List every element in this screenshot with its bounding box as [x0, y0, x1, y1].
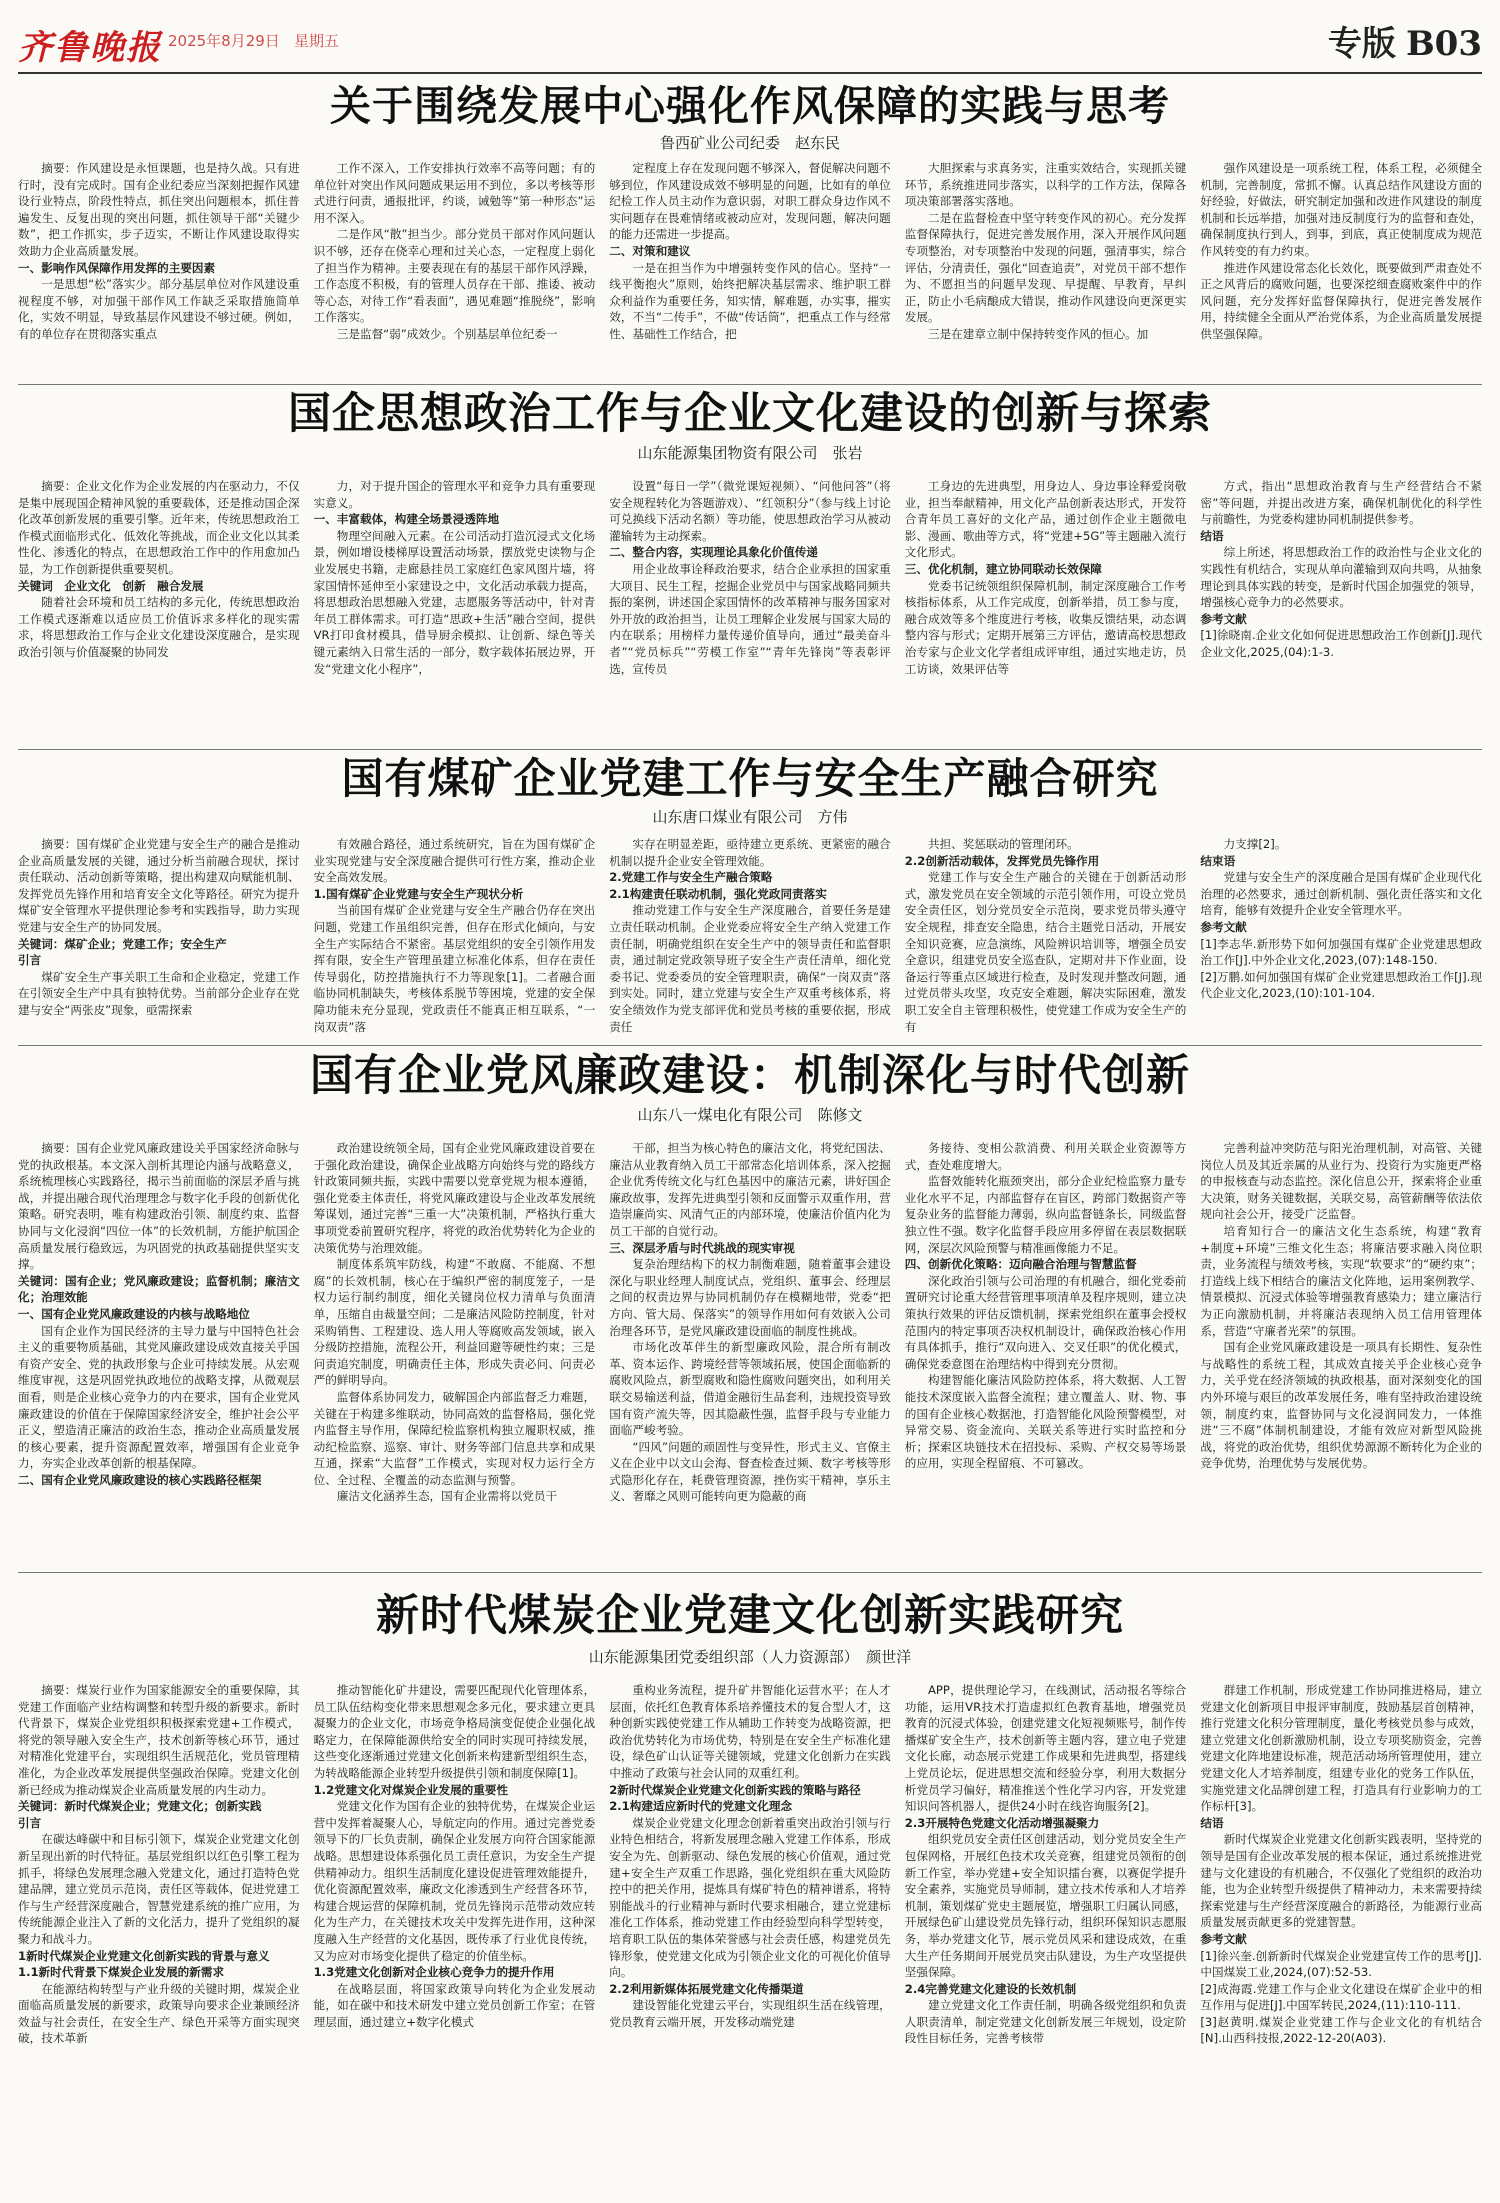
paragraph: 实存在明显差距，亟待建立更系统、更紧密的融合机制以提升企业安全管理效能。 — [609, 837, 891, 868]
paragraph: 工身边的先进典型，用身边人、身边事诠释爱岗敬业，担当奉献精神，用文化产品创新表达形式，开发符合青年员工喜好的文化产品，通过创作企业主题微电影、漫画、歌曲等方式，将“党建+5G”等主题融入流行文化形式。 — [904, 479, 1187, 560]
section-heading: 1.1新时代背景下煤炭企业发展的新需求 — [18, 1965, 225, 1980]
article-byline: 鲁西矿业公司纪委 赵东民 — [659, 134, 840, 152]
article-column — [314, 1682, 596, 2192]
paragraph: 一是在担当作为中增强转变作风的信心。坚持“一线平衡抱火”原则，始终把解决基层需求、维护职工群众利益作为重要任务，知实情，解难题，办实事，摧实效，不当“二传手”，不做“传话筒”，把重点工作与经常性、基础性工作结合，把 — [609, 260, 891, 341]
section-heading: 关键词 企业文化 创新 融合发展 — [18, 578, 204, 593]
paragraph: 强作风建设是一项系统工程，体系工程，必须健全机制，完善制度，常抓不懈。认真总结作风建设方面的好经验，好做法，研究制定加强和改进作风建设的制度机制和长远举措，加强对违反制度行为的监督和查处，确保制度执行到人，到事，到底，真正使制度成为规范作风转变的有力约束。 — [1200, 161, 1482, 258]
article-title: 国有煤矿企业党建工作与安全生产融合研究 — [341, 754, 1159, 803]
paragraph: 监督效能转化瓶颈突出，部分企业纪检监察力量专业化水平不足，内部监督存在盲区，跨部门数据资产等复杂业务的监督能力薄弱，纵向监督链条长，同级监督独立性不强。数字化监督手段应用多停留在表层数据联网，深层次风险预警与精准画像能力不足。 — [904, 1174, 1187, 1255]
section-heading: 2.1构建适应新时代的党建文化理念 — [609, 1799, 793, 1814]
paragraph: 有效融合路径，通过系统研究，旨在为国有煤矿企业实现党建与安全深度融合提供可行性方案，推动企业安全高效发展。 — [313, 837, 596, 885]
section-heading: 结束语 — [1200, 853, 1236, 868]
article-column — [905, 478, 1187, 743]
paragraph: 党建与安全生产的深度融合是国有煤矿企业现代化治理的必然要求，通过创新机制、强化责任落实和文化培育，能够有效提升企业安全管理水平。 — [1200, 870, 1482, 918]
paragraph: 推动党建工作与安全生产深度融合，首要任务是建立责任联动机制。企业党委应将安全生产纳入党建工作责任制，明确党组织在安全生产中的领导责任和监督职责，通过制定党政领导班子安全生产责任清单，细化党委书记、党委委员的安全管理职责，确保“一岗双责”落到实处。同时，建立党建与安全生产双重考核体系，将安全绩效作为党支部评优和党员考核的重要依据，形成责任 — [609, 903, 891, 1034]
article-column — [609, 160, 891, 382]
paragraph: 用企业故事诠释政治要求，结合企业承担的国家重大项目、民生工程，挖掘企业党员中与国家战略同频共振的案例，讲述国企家国情怀的改革精神与服务国家对外开放的政治担当，让员工理解企业发展与国家大局的内在联系；用榜样力量传递价值导向，通过“最美奋斗者”“党员标兵”“劳模工作室”“青年先锋岗”等表彰评选，宣传员 — [609, 561, 891, 676]
article-column — [314, 478, 596, 743]
newspaper-logo: 齐鲁晚报 — [18, 28, 162, 68]
section-heading: 2.3开展特色党建文化活动增强凝聚力 — [904, 1815, 1100, 1830]
paragraph: 摘要：企业文化作为企业发展的内在驱动力，不仅是集中展现国企精神风貌的重要载体，还是推动国企深化改革创新发展的重要引擎。近年来，传统思想政治工作模式面临形式化、低效化等挑战，而企业文化以其柔性化、渗透化的特点，在思想政治工作中的作用愈加凸显，为工作创新提供重要契机。 — [18, 479, 300, 576]
article-columns — [18, 1140, 1482, 1564]
section-heading: 2.2利用新媒体拓展党建文化传播渠道 — [609, 1981, 804, 1996]
paragraph: 党建工作与安全生产融合的关键在于创新活动形式，激发党员在安全领域的示范引领作用，可设立党员安全责任区，划分党员安全示范岗，要求党员带头遵守安全规程，排查安全隐患，结合主题党日活动，开展安全知识竞赛，应急演练，风险辨识培训等，增强全员安全意识，组建党员安全巡查队，定期对井下作业面，设备运行等重点区域进行检查，及时发现并整改问题，通过党员带头攻坚，攻克安全难题，解决实际困难，激发职工安全自主管理积极性，使党建工作成为安全生产的有 — [904, 870, 1187, 1034]
paragraph: 三是在建章立制中保持转变作风的恒心。加 — [927, 326, 1149, 341]
paragraph: 当前国有煤矿企业党建与安全生产融合仍存在突出问题，党建工作虽组织完善，但存在形式化倾向，与安全生产实际结合不紧密。基层党组织的安全引领作用发挥有限，安全生产管理虽建立标准化体系，但存在责任传导弱化，防控措施执行不力等现象[1]。二者融合面临协同机制缺失，考核体系脱节等困境，党建的安全保障功能未充分显现，党政责任不能真正相互联系，“一岗双责”落 — [313, 903, 596, 1034]
article-column — [905, 1140, 1187, 1564]
article-column — [1200, 478, 1482, 743]
article-column — [314, 1140, 596, 1564]
section-heading: 1.2党建文化对煤炭企业发展的重要性 — [313, 1782, 509, 1797]
section-heading: 2.2创新活动载体，发挥党员先锋作用 — [904, 853, 1100, 868]
paragraph: 综上所述，将思想政治工作的政治性与企业文化的实践性有机结合，实现从单向灌输到双向共鸣，从抽象理论到具体实践的转变，是新时代国企加强党的领导，增强核心竞争力的必然要求。 — [1200, 545, 1482, 610]
paragraph: 煤炭企业党建文化理念创新着重突出政治引领与行业特色相结合，将新发展理念融入党建工作体系，形成安全为先、创新驱动、绿色发展的核心价值观，通过党建+安全生产双重工作思路，强化党组织在重大风险防控中的把关作用，提炼具有煤矿特色的精神谱系，将特别能战斗的行业精神与新时代要求相融合，建立党建标准化工作体系，推动党建工作由经验型向科学型转变，培育职工队伍的集体荣誉感与社会责任感，构建党员先锋形象，使党建文化成为引领企业文化的可视化价值导向。 — [609, 1815, 891, 1980]
section-heading: 2新时代煤炭企业党建文化创新实践的策略与路径 — [609, 1782, 861, 1797]
section-heading: 二、整合内容，实现理论具象化价值传递 — [609, 545, 818, 560]
article-byline: 山东唐口煤业有限公司 方伟 — [652, 808, 848, 826]
masthead-rule — [18, 72, 1482, 74]
article-column — [18, 160, 300, 382]
reference-item: [1]李志华.新形势下如何加强国有煤矿企业党建思想政治工作[J].中外企业文化,2023,(07):148-150. — [1200, 936, 1482, 968]
section-heading: 引言 — [18, 953, 42, 968]
paragraph: APP，提供理论学习，在线测试，活动报名等综合功能，运用VR技术打造虚拟红色教育基地，增强党员教育的沉浸式体验，创建党建文化短视频账号，制作传播煤矿安全生产，技术创新等主题内容，建立电子党建文化长廊，动态展示党建工作成果和先进典型，搭建线上党员论坛，促进思想交流和经验分享，利用大数据分析党员学习偏好，精准推送个性化学习内容，开发党建知识问答机器人，提供24小时在线咨询服务[2]。 — [904, 1683, 1187, 1814]
article-2 — [18, 386, 1482, 746]
paragraph: 力支撑[2]。 — [1223, 837, 1287, 851]
paragraph: 党建文化作为国有企业的独特优势，在煤炭企业运营中发挥着凝聚人心，导航定向的作用。通过完善党委领导下的厂长负责制，确保企业发展方向符合国家能源战略。思想建设体系强化员工责任意识，为安全生产提供精神动力。组织生活制度化建设促进管理效能提升，优化资源配置效率，廉政文化渗透到生产经营各环节，构建合规运营的保障机制，党员先锋岗示范带动效应转化为生产力，在关键技术攻关中发挥先进作用，这种深度融入生产经营的文化基因，既传承了行业优良传统，又为应对市场变化提供了稳定的价值坐标。 — [313, 1799, 596, 1963]
paragraph: 完善利益冲突防范与阳光治理机制，对高管、关键岗位人员及其近亲属的从业行为、投资行为实施更严格的申报核查与动态监控。深化信息公开，探索将企业重大决策，财务关键数据，关联交易，高管薪酬等依法依规向社会公开，接受广泛监督。 — [1200, 1141, 1482, 1222]
section-heading: 结语 — [1200, 528, 1224, 543]
paragraph: 党委书记统领组织保障机制，制定深度融合工作考核指标体系，从工作完成度，创新举措，员工参与度，融合成效等多个维度进行考核，收集反馈结果，动态调整内容与形式；定期开展第三方评估，邀请高校思想政治专家与企业文化学者组成评审组，通过实地走访，员工访谈，效果评估等 — [904, 578, 1187, 676]
article-4 — [18, 1048, 1482, 1568]
article-column — [1200, 1140, 1482, 1564]
paragraph: 建设智能化党建云平台，实现组织生活在线管理，党员教育云端开展，开发移动端党建 — [609, 1998, 891, 2029]
paragraph: 摘要：国有企业党风廉政建设关乎国家经济命脉与党的执政根基。本文深入剖析其理论内涵与战略意义，系统梳理核心实践路径，揭示当前面临的深层矛盾与挑战，并提出融合现代治理理念与数字化手段的创新优化策略。研究表明，唯有构建政治引领、制度约束、监督协同与文化浸润“四位一体”的长效机制，方能护航国企高质量发展行稳致远，为巩固党的执政基础提供坚实支撑。 — [18, 1141, 300, 1272]
article-columns — [18, 1682, 1482, 2192]
reference-item: [2]万鹏.如何加强国有煤矿企业党建思想政治工作[J].现代企业文化,2023,(10):101-104. — [1200, 969, 1482, 1001]
article-5 — [18, 1580, 1482, 2196]
section-heading: 1.国有煤矿企业党建与安全生产现状分析 — [313, 886, 524, 901]
paragraph: 摘要：煤炭行业作为国家能源安全的重要保障，其党建工作面临产业结构调整和转型升级的新要求。新时代背景下，煤炭企业党组织积极探索党建+工作模式，将党的领导融入安全生产，技术创新等核心环节，通过对精准化党建平台，实现组织生活规范化，党员管理精准化，为企业改革发展提供坚强政治保障。党建文化创新已经成为推动煤炭企业高质量发展的内生动力。 — [18, 1683, 300, 1797]
section-heading: 三、优化机制，建立协同联动长效保障 — [904, 561, 1102, 576]
paragraph: 务接待、变相公款消费、利用关联企业资源等方式，查处难度增大。 — [904, 1141, 1187, 1172]
paragraph: 新时代煤炭企业党建文化创新实践表明，坚持党的领导是国有企业改革发展的根本保证，通过系统推进党建与文化建设的有机融合，不仅强化了党组织的政治功能，也为企业转型升级提供了精神动力，未来需要持续探索党建与生产经营深度融合的新路径，为能源行业高质量发展贡献更多的党建智慧。 — [1200, 1832, 1482, 1930]
article-column — [314, 836, 596, 1038]
paragraph: 方式，指出“思想政治教育与生产经营结合不紧密”等问题，并提出改进方案，确保机制优化的科学性与前瞻性，为党委构建协同机制提供参考。 — [1200, 479, 1482, 527]
article-title: 国有企业党风廉政建设：机制深化与时代创新 — [310, 1051, 1190, 1101]
paragraph: 监督体系协同发力，破解国企内部监督乏力难题，关键在于构建多维联动，协同高效的监督格局，强化党内监督主导作用，保障纪检监察机构独立履职权威，推动纪检监察、巡察、审计、财务等部门信息共享和成果互通，探索“大监督”工作模式，实现对权力运行全方位、全过程、全覆盖的动态监测与预警。 — [313, 1389, 596, 1487]
article-column — [18, 1140, 300, 1564]
section-heading: 三、深层矛盾与时代挑战的现实审视 — [609, 1240, 795, 1255]
paragraph: 在战略层面，将国家政策导向转化为企业发展动能，如在碳中和技术研发中建立党员创新工作室；在管理层面，通过建立+数字化模式 — [313, 1981, 596, 2029]
article-byline: 山东能源集团党委组织部（人力资源部） 颜世洋 — [588, 1648, 912, 1666]
paragraph: 推动智能化矿井建设，需要匹配现代化管理体系，员工队伍结构变化带来思想观念多元化，要求建立更具凝聚力的企业文化，市场竞争格局演变促使企业强化战略定力，在保障能源供给安全的同时实现可持续发展，这些变化逐渐通过党建文化创新来构建新型组织生态，为转战略能源企业转型升级提供引领和制度保障[1]。 — [313, 1683, 596, 1780]
article-column — [1200, 1682, 1482, 2192]
section-heading: 四、创新优化策略：迈向融合治理与智慧监督 — [904, 1257, 1137, 1272]
section-heading: 二、对策和建议 — [609, 243, 691, 258]
paragraph: 共担、奖惩联动的管理闭环。 — [927, 837, 1079, 851]
paragraph: 深化政治引领与公司治理的有机融合，细化党委前置研究讨论重大经营管理事项清单及程序规则，建立决策执行效果的评估反馈机制，探索党组织在董事会授权范围内的特定事项否决权机制设计，确保政治核心作用有具体抓手，推行“双向进入、交叉任职”的优化模式，确保党委意图在治理结构中得到充分贯彻。 — [904, 1273, 1187, 1371]
paragraph: 干部，担当为核心特色的廉洁文化，将党纪国法、廉洁从业教育纳入员工干部常态化培训体系，深入挖掘企业优秀传统文化与红色基因中的廉洁元素，讲好国企廉政故事，发挥先进典型引领和反面警示双重作用，营造崇廉尚实、风清气正的内部环境，使廉洁价值内化为员工干部的自觉行动。 — [609, 1141, 891, 1238]
section-heading: 1.3党建文化创新对企业核心竞争力的提升作用 — [313, 1965, 555, 1980]
section-heading: 1新时代煤炭企业党建文化创新实践的背景与意义 — [18, 1948, 270, 1963]
paragraph: 建立党建文化工作责任制，明确各级党组织和负责人职责清单，制定党建文化创新发展三年规划，设定阶段性目标任务，完善考核带 — [904, 1998, 1187, 2046]
article-title: 国企思想政治工作与企业文化建设的创新与探索 — [288, 389, 1212, 439]
article-column — [609, 1140, 891, 1564]
article-column — [905, 836, 1187, 1038]
article-column — [18, 836, 300, 1038]
section-heading: 二、国有企业党风廉政建设的核心实践路径框架 — [18, 1472, 262, 1487]
section-heading: 参考文献 — [1200, 919, 1247, 934]
paragraph: 一是思想“松”落实少。部分基层单位对作风建设重视程度不够，对加强干部作风工作缺乏采取措施简单化，实效不明显，导致基层作风建设不够过硬。例如，有的单位存在贯彻落实重点 — [18, 277, 300, 341]
article-1 — [18, 80, 1482, 380]
article-column — [18, 478, 300, 743]
page-label — [1328, 16, 1482, 65]
article-divider — [18, 1572, 1482, 1573]
article-columns — [18, 478, 1482, 743]
section-heading: 引言 — [18, 1815, 42, 1830]
section-heading: 参考文献 — [1200, 611, 1247, 626]
article-column — [905, 160, 1187, 382]
paragraph: 重构业务流程，提升矿井智能化运营水平；在人才层面，依托红色教育体系培养懂技术的复合型人才，这种创新实践使党建工作从辅助工作转变为战略资源，把政治优势转化为市场优势，特别是在安全生产标准化建设，绿色矿山认证等关键领域，党建文化创新力在实践中推动了政策与社会认同的双重红利。 — [609, 1683, 891, 1780]
paragraph: 定程度上存在发现问题不够深入，督促解决问题不够到位，作风建设成效不够明显的问题，比如有的单位纪检工作人员主动作为意识弱，对职工群众身边作风不实问题存在畏难情绪或被动应对，发现问题，解决问题的能力还需进一步提高。 — [609, 161, 891, 242]
paragraph: “四风”问题的顽固性与变异性，形式主义、官僚主义在企业中以文山会海、督查检查过频、数字考核等形式隐形化存在，耗费管理资源，挫伤实干精神，享乐主义、奢靡之风则可能转向更为隐蔽的商 — [609, 1439, 891, 1504]
paragraph: 工作不深入，工作安排执行效率不高等问题；有的单位针对突出作风问题成果运用不到位，多以考核等形式进行问责，通报批评，约谈，诫勉等“第一种形态”运用不深入。 — [313, 161, 596, 225]
article-column — [905, 1682, 1187, 2192]
issue-weekday: 星期五 — [294, 32, 340, 50]
section-heading: 关键词：国有企业；党风廉政建设；监督机制；廉洁文化；治理效能 — [18, 1273, 300, 1305]
article-column — [609, 1682, 891, 2192]
reference-item: [3]赵黄明.煤炭企业党建工作与企业文化的有机结合[N].山西科技报,2022-12-20(A03). — [1200, 2014, 1482, 2046]
paragraph: 复杂治理结构下的权力制衡难题，随着董事会建设深化与职业经理人制度试点，党组织、董事会、经理层之间的权责边界与协同机制仍存在模糊地带，党委“把方向、管大局、保落实”的领导作用如何有效嵌入公司治理各环节，是党风廉政建设面临的制度性挑战。 — [609, 1257, 891, 1338]
article-column — [1200, 160, 1482, 382]
section-heading: 一、丰富载体，构建全场景浸透阵地 — [313, 512, 500, 527]
paragraph: 国有企业党风廉政建设是一项具有长期性、复杂性与战略性的系统工程，其成效直接关乎企业核心竞争力，关乎党在经济领域的执政根基，面对深刻变化的国内外环境与艰巨的改革发展任务，唯有坚持政治建设统领，制度约束，监督协同与文化浸润同发力，一体推进“三不腐”体制机制建设，才能有效应对新型风险挑战，将党的政治优势，组织优势源源不断转化为企业的竞争优势，治理优势与发展优势。 — [1200, 1340, 1482, 1471]
paragraph: 在能源结构转型与产业升级的关键时期，煤炭企业面临高质量发展的新要求，政策导向要求企业兼顾经济效益与社会责任，在安全生产、绿色开采等方面实现突破，技术革新 — [18, 1981, 300, 2046]
section-heading: 一、影响作风保障作用发挥的主要因素 — [18, 260, 216, 275]
paragraph: 大胆探索与求真务实，注重实效结合，实现抓关键环节，系统推进同步落实，以科学的工作方法，保障各项决策部署落实落地。 — [904, 161, 1187, 209]
paragraph: 三是监督“弱”成效少。个别基层单位纪委一 — [336, 326, 558, 341]
page-number: B03 — [1405, 24, 1482, 64]
section-heading: 一、国有企业党风廉政建设的内核与战略地位 — [18, 1306, 250, 1321]
paragraph: 在碳达峰碳中和目标引领下，煤炭企业党建文化创新呈现出新的时代特征。基层党组织以红色引擎工程为抓手，将绿色发展理念融入党建文化，通过打造特色党建品牌，建立党员示范岗，责任区等载体，促进党建工作与生产经营深度融合，智慧党建系统的推广应用，为传统能源企业注入了新的文化活力，提升了党组织的凝聚力和战斗力。 — [18, 1832, 300, 1946]
article-column — [609, 478, 891, 743]
paragraph: 构建智能化廉洁风险防控体系，将大数据、人工智能技术深度嵌入监督全流程；建立覆盖人、财、物、事的国有企业核心数据池，打造智能化风险预警模型，对异常交易、资金流向、关联关系等进行实时监控和分析；探索区块链技术在招投标、采购、产权交易等场景的应用，实现全程留痕、不可篡改。 — [904, 1373, 1187, 1471]
paragraph: 力，对于提升国企的管理水平和竞争力具有重要现实意义。 — [313, 479, 596, 510]
section-heading: 2.党建工作与安全生产融合策略 — [609, 870, 773, 885]
section-heading: 结语 — [1200, 1815, 1224, 1830]
article-title: 新时代煤炭企业党建文化创新实践研究 — [376, 1591, 1124, 1641]
article-column — [1200, 836, 1482, 1038]
paragraph: 国有企业作为国民经济的主导力量与中国特色社会主义的重要物质基础，其党风廉政建设成效直接关乎国有资产安全、党的执政形象与企业可持续发展。从宏观维度审视，这是巩固党执政地位的战略支撑，从微观层面看，则是企业核心竞争力的内在要求，国有企业党风廉政建设的价值在于保障国家经济安全，维护社会公平正义，塑造清正廉洁的政治生态，推动企业高质量发展的核心要素，提升资源配置效率，增强国有企业竞争力，夯实企业改革创新的根基保障。 — [18, 1323, 300, 1471]
paragraph: 政治建设统领全局，国有企业党风廉政建设首要在于强化政治建设，确保企业战略方向始终与党的路线方针政策同频共振，实践中需要以党章党规为根本遵循，强化党委主体责任，将党风廉政建设与企业改革发展统筹谋划，通过完善“三重一大”决策机制，严格执行重大事项党委前置研究程序，将党的政治优势转化为企业的决策优势与治理效能。 — [313, 1141, 596, 1255]
paragraph: 廉洁文化涵养生态，国有企业需将以党员干 — [336, 1489, 558, 1504]
reference-item: [2]成海霞.党建工作与企业文化建设在煤矿企业中的相互作用与促进[J].中国军转民,2024,(11):110-111. — [1200, 1981, 1482, 2013]
article-column — [609, 836, 891, 1038]
article-divider — [18, 749, 1482, 750]
paragraph: 摘要：国有煤矿企业党建与安全生产的融合是推动企业高质量发展的关键，通过分析当前融合现状，探讨责任联动、活动创新等策略，提出构建双向赋能机制、发挥党员先锋作用和培育安全文化等路径。研究为提升煤矿安全管理水平提供理论参考和实践指导，助力实现党建与安全生产的协同发展。 — [18, 837, 300, 934]
article-column — [18, 1682, 300, 2192]
section-name: 专版 — [1327, 24, 1396, 64]
article-byline: 山东能源集团物资有限公司 张岩 — [637, 444, 863, 462]
article-columns — [18, 836, 1482, 1038]
section-heading: 2.1构建责任联动机制，强化党政同责落实 — [609, 886, 827, 901]
section-heading: 关键词：新时代煤炭企业；党建文化；创新实践 — [18, 1799, 262, 1814]
article-columns — [18, 160, 1482, 382]
reference-item: [1]徐兴奎.创新新时代煤炭企业党建宣传工作的思考[J].中国煤炭工业,2024,(07):52-53. — [1200, 1948, 1482, 1980]
section-heading: 参考文献 — [1200, 1931, 1247, 1946]
article-divider — [18, 1045, 1482, 1046]
masthead — [0, 0, 1500, 78]
paragraph: 组织党员安全责任区创建活动，划分党员安全生产包保网格，开展红色技术攻关竞赛，组建党员领衔的创新工作室，举办党建+安全知识擂台赛，以赛促学提升安全素养，实施党员导师制，建立技术传承和人才培养机制，策划煤矿党史主题展览，增强职工归属认同感，开展绿色矿山建设党员先锋行动，组织环保知识志愿服务，举办党建文化节，展示党员风采和建设成效，在重大生产任务期间开展党员突击队建设，为生产攻坚提供坚强保障。 — [904, 1832, 1187, 1980]
issue-date: 2025年8月29日 — [168, 32, 280, 50]
section-heading: 关键词：煤矿企业；党建工作；安全生产 — [18, 936, 227, 951]
paragraph: 二是在监督检查中坚守转变作风的初心。充分发挥监督保障执行，促进完善发展作用，深入开展作风问题专项整治，对专项整治中发现的问题，强清事实，综合评估，分清责任，强化“回查追责”，对党员干部不想作为、不愿担当的问题早发现、早提醒、早教育，早纠正，防止小毛病酿成大错误，推动作风建设向更深更实发展。 — [904, 210, 1187, 325]
article-divider — [18, 384, 1482, 385]
paragraph: 市场化改革伴生的新型廉政风险，混合所有制改革、资本运作、跨境经营等领域拓展，使国企面临新的腐败风险点，新型腐败和隐性腐败问题突出，如利用关联交易输送利益，借道金融衍生品套利，违规投资导致国有资产流失等，因其隐蔽性强，监督手段与专业能力面临严峻考验。 — [609, 1340, 891, 1438]
paragraph: 煤矿安全生产事关职工生命和企业稳定，党建工作在引领安全生产中具有独特优势。当前部分企业存在党建与安全“两张皮”现象，亟需探索 — [18, 969, 300, 1017]
article-3 — [18, 752, 1482, 1042]
paragraph: 随着社会环境和员工结构的多元化，传统思想政治工作模式逐渐难以适应员工价值诉求多样化的现实需求，将思想政治工作与企业文化建设深度融合，是实现政治引领与价值凝聚的协同发 — [18, 595, 300, 659]
article-column — [314, 160, 596, 382]
paragraph: 推进作风建设常态化长效化，既要做到严肃查处不正之风背后的腐败问题，也要深挖细查腐败案件中的作风问题，充分发挥好监督保障执行，促进完善发展作用，持续健全全面从严治党体系，为企业高质量发展提供坚强保障。 — [1200, 260, 1482, 341]
paragraph: 二是作风“散”担当少。部分党员干部对作风问题认识不够，还存在侥幸心理和过关心态，一定程度上弱化了担当作为精神。主要表现在有的基层干部作风浮躁，工作态度不积极，有的管理人员存在干部、推诿、被动等心态，对待工作“看表面”，遇见难题“推脱绕”，影响工作落实。 — [313, 227, 596, 325]
section-heading: 2.4完善党建文化建设的长效机制 — [904, 1981, 1077, 1996]
paragraph: 物理空间融入元素。在公司活动打造沉浸式文化场景，例如增设楼梯厚设置活动场景，摆放党史读物与企业发展史书籍，走廊悬挂员工家庭红色家风图片墙，将家国情怀延伸至小家建设之中，文化活动承载力提高，将思想政治思想融入党建，志愿服务等活动中，针对青年员工群体需求。可打造“思政+生活”融合空间，提供VR打印食材模具，借导厨余模拟、让创新、绿色等关键元素纳入日常生活的一部分，数字载体拓展边界，开发“党建文化小程序”， — [313, 528, 596, 676]
paragraph: 群建工作机制，形成党建工作协同推进格局，建立党建文化创新项目申报评审制度，鼓励基层首创精神，推行党建文化积分管理制度，量化考核党员参与成效，建立党建文化创新激励机制，设立专项奖励资金，完善党建文化阵地建设标准，规范活动场所管理使用，建立党建文化人才培养制度，组建专业化的党务工作队伍，实施党建文化品牌创建工程，打造具有行业影响力的工作标杆[3]。 — [1200, 1683, 1482, 1814]
article-byline: 山东八一煤电化有限公司 陈修文 — [637, 1106, 863, 1124]
article-title: 关于围绕发展中心强化作风保障的实践与思考 — [330, 82, 1170, 130]
reference-item: [1]徐晓南.企业文化如何促进思想政治工作创新[J].现代企业文化,2025,(04):1-3. — [1200, 628, 1482, 659]
paragraph: 制度体系筑牢防线，构建“不敢腐、不能腐、不想腐”的长效机制，核心在于编织严密的制度笼子，一是权力运行制约制度，细化关键岗位权力清单与负面清单，压缩自由裁量空间；二是廉洁风险防控制度，针对采购销售、工程建设、选人用人等腐败高发领域，嵌入分级防控措施，流程公开，利益回避等硬性约束；三是问责追究制度，明确责任主体，形成失责必问、问责必严的鲜明导向。 — [313, 1257, 596, 1388]
paragraph: 设置“每日一学”（微党课短视频）、“问他问答”（将安全规程转化为答题游戏）、“红领积分”（参与线上讨论可兑换线下活动名额）等功能，使思想政治学习从被动灌输转为主动探索。 — [609, 479, 891, 543]
paragraph: 摘要：作风建设是永恒课题，也是持久战。只有进行时，没有完成时。国有企业纪委应当深刻把握作风建设行业特点，阶段性特点，抓住突出问题根本，抓住普遍发生、反复出现的突出问题，抓住领导干部“关键少数”，把工作抓实，步子迈实，不断让作风建设取得实效助力企业高质量发展。 — [18, 161, 300, 258]
paragraph: 培育知行合一的廉洁文化生态系统，构建“教育+制度+环境”三维文化生态；将廉洁要求融入岗位职责，业务流程与绩效考核，实现“软要求”的“硬约束”；打造线上线下相结合的廉洁文化阵地，运用案例教学、情景模拟、沉浸式体验等增强教育感染力；建立廉洁行为正向激励机制，并将廉洁表现纳入员工信用管理体系，营造“守廉者光荣”的氛围。 — [1200, 1223, 1482, 1338]
